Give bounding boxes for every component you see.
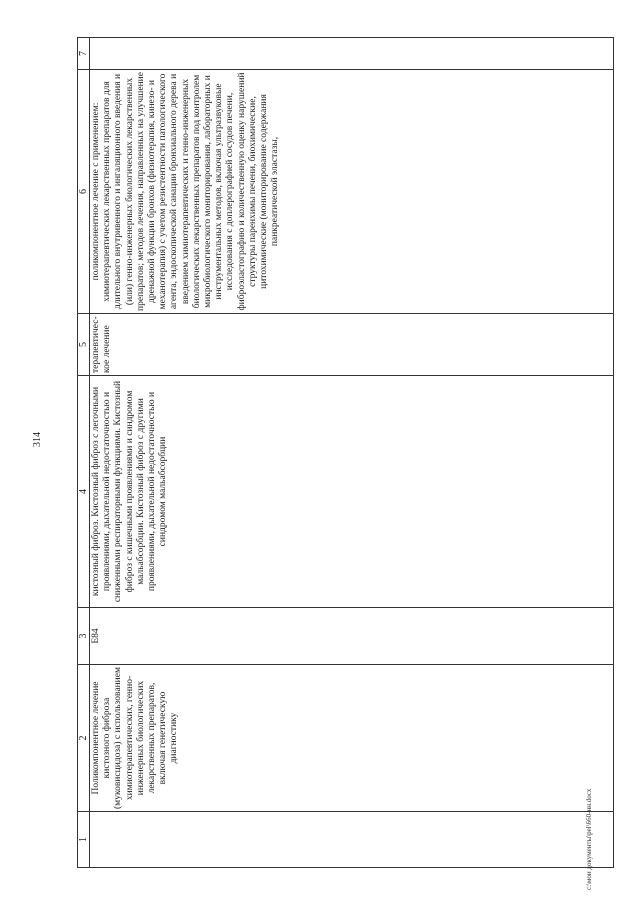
- cell-number: [90, 812, 614, 868]
- rotated-table-container: [77, 38, 614, 868]
- cell-col-7: [90, 38, 614, 70]
- header-col-1: 1: [78, 812, 90, 868]
- header-col-7: 7: [78, 38, 90, 70]
- header-col-4: 4: [78, 376, 90, 608]
- cell-treatment-name: Поликомпонентное лечение кистозного фиброза (муковисцидоза) с использованием химиотерапевтических, генно-инженерных биологических лекарственных препаратов, включая генетическую диагностику: [90, 665, 614, 812]
- header-col-5: 5: [78, 314, 90, 376]
- page-number: 314: [32, 432, 43, 447]
- header-col-6: 6: [78, 70, 90, 314]
- cell-treatment-type: терапевтичес-кое лечение: [90, 314, 614, 376]
- header-col-2: 2: [78, 665, 90, 812]
- footer-file-path: c:\мои документы\pel\660-нн.docx: [585, 788, 593, 890]
- table-row: [90, 38, 614, 868]
- header-row: [78, 38, 90, 868]
- cell-icd-code: E84: [90, 608, 614, 665]
- header-col-3: 3: [78, 608, 90, 665]
- cell-treatment-method: поликомпонентное лечение с применением: химиотерапевтических лекарственных препаратов для длительного внутривенного и ингаляционного введения и (или) генно-инженерных биологических лекарственных препаратов; методов лечения, направленных на улучшение дренажной функции бронхов (физиотерапия, кинезо- и механотерапия) с учетом резистентности патологического агента, эндоскопической санации бронхиального дерева и введением химиотерапевтических и генно-инженерных биологических лекарственных препаратов под контролем микробиологического мониторирования, лабораторных и инструментальных методов, включая ультразвуковые исследования с доплерографией сосудов печени, фиброэластографию и количественную оценку нарушений структуры паренхимы печени, биохимические, цитохимические (мониторирование содержания панкреатической эластазы,: [90, 70, 614, 314]
- treatment-table: [77, 37, 614, 868]
- cell-diagnosis: кистозный фиброз. Кистозный фиброз с легочными проявлениями, дыхательной недостаточностью и сниженными респираторными функциями. Кистозный фиброз с кишечными проявлениями и синдромом мальабсорбции. Кистозный фиброз с другими проявлениями, дыхательной недостаточностью и синдромом мальабсорбции: [90, 376, 614, 608]
